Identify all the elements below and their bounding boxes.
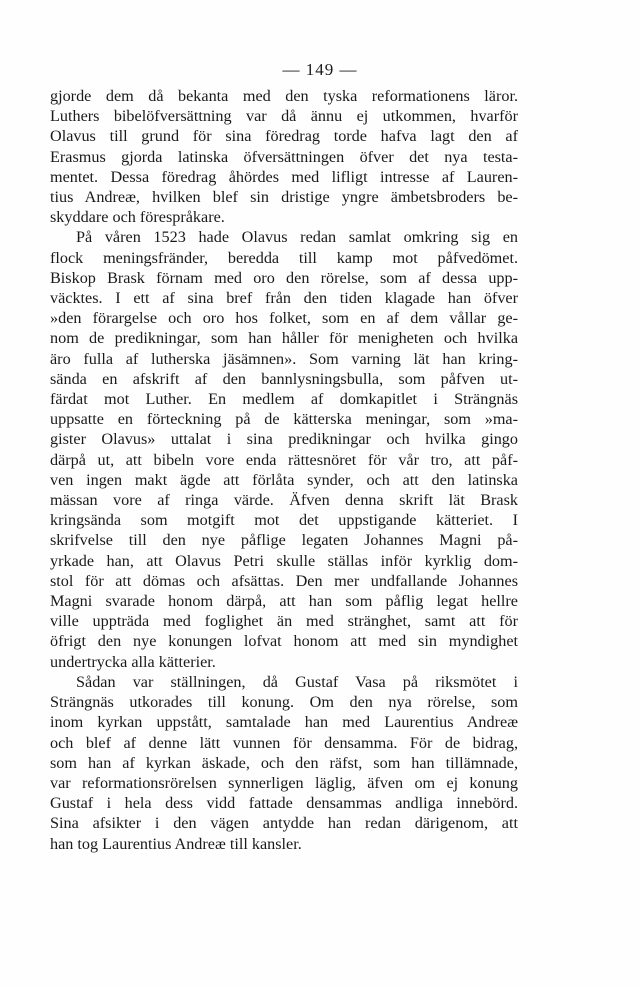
text-line: Biskop Brask förnam med oro den rörelse, som af dessa upp- — [50, 268, 518, 287]
body-text — [50, 86, 518, 854]
text-line: nom de predikningar, som han håller för menigheten och hvilka — [50, 329, 518, 348]
text-line: han tog Laurentius Andreæ till kansler. — [50, 834, 302, 853]
text-line: Sina afsikter i den vägen antydde han redan därigenom, att — [50, 814, 518, 833]
text-line: yrkade han, att Olavus Petri skulle ställas inför kyrklig dom- — [50, 551, 518, 570]
text-line: gister Olavus» uttalat i sina predikningar och hvilka gingo — [50, 430, 518, 449]
text-line: som han af kyrkan äskade, och den räfst, som han tillämnade, — [50, 753, 518, 772]
text-line: öfrigt den nye konungen lofvat honom att med sin myndighet — [50, 632, 518, 651]
text-line: ven ingen makt ägde att förlåta synder, och att den latinska — [50, 470, 518, 489]
text-line: mässan vore af ringa värde. Äfven denna skrift lät Brask — [50, 491, 518, 510]
text-line: Gustaf i hela dess vidd fattade densammas andliga innebörd. — [50, 794, 518, 813]
text-line: kringsända som motgift mot det uppstigande kätteriet. I — [50, 511, 518, 530]
text-line: och blef af denne lätt vunnen för densamma. För de bidrag, — [50, 733, 518, 752]
paragraph — [50, 227, 518, 671]
text-line: tius Andreæ, hvilken blef sin dristige yngre ämbetsbroders be- — [50, 188, 518, 207]
text-line: Strängnäs utkorades till konung. Om den nya rörelse, som — [50, 693, 518, 712]
page-number: — 149 — — [282, 60, 358, 79]
text-line: På våren 1523 hade Olavus redan samlat omkring sig en — [76, 228, 518, 247]
text-line: därpå ut, att bibeln vore enda rättesnöret för vår tro, att påf- — [50, 450, 518, 469]
text-line: väcktes. I ett af sina bref från den tiden klagade han öfver — [50, 289, 518, 308]
text-line: »den förargelse och oro hos folket, som en af dem vållar ge- — [50, 309, 518, 328]
text-line: undertrycka alla kätterier. — [50, 652, 216, 671]
text-line: äro fulla af lutherska jäsämnen». Som varning lät han kring- — [50, 349, 518, 368]
text-line: sända en afskrift af den bannlysningsbulla, som påfven ut- — [50, 369, 518, 388]
text-line: skyddare och förespråkare. — [50, 208, 225, 227]
text-line: Sådan var ställningen, då Gustaf Vasa på riksmötet i — [76, 672, 518, 691]
text-line: Erasmus gjorda latinska öfversättningen öfver det nya testa- — [50, 147, 518, 166]
text-line: stol för att dömas och afsättas. Den mer undfallande Johannes — [50, 571, 518, 590]
text-line: inom kyrkan uppstått, samtalade han med Laurentius Andreæ — [50, 713, 518, 732]
paragraph — [50, 672, 518, 854]
text-line: Luthers bibelöfversättning var då ännu ej utkommen, hvarför — [50, 107, 518, 126]
text-line: gjorde dem då bekanta med den tyska reformationens läror. — [50, 87, 518, 105]
text-line: skrifvelse till den nye påflige legaten Johannes Magni på- — [50, 531, 518, 550]
text-line: var reformationsrörelsen synnerligen läglig, äfven om ej konung — [50, 773, 518, 792]
text-line: Olavus till grund för sina föredrag torde hafva lagt den af — [50, 127, 518, 146]
text-line: Magni svarade honom därpå, att han som påflig legat hellre — [50, 592, 518, 611]
text-line: flock meningsfränder, beredda till kamp mot påfvedömet. — [50, 248, 518, 267]
text-line: färdat mot Luther. En medlem af domkapitlet i Strängnäs — [50, 390, 518, 409]
paragraph — [50, 86, 518, 227]
text-line: mentet. Dessa föredrag åhördes med lifligt intresse af Lauren- — [50, 167, 518, 186]
text-line: uppsatte en förteckning på de kätterska meningar, som »ma- — [50, 410, 518, 429]
text-line: ville uppträda med foglighet än med stränghet, samt att för — [50, 612, 518, 631]
